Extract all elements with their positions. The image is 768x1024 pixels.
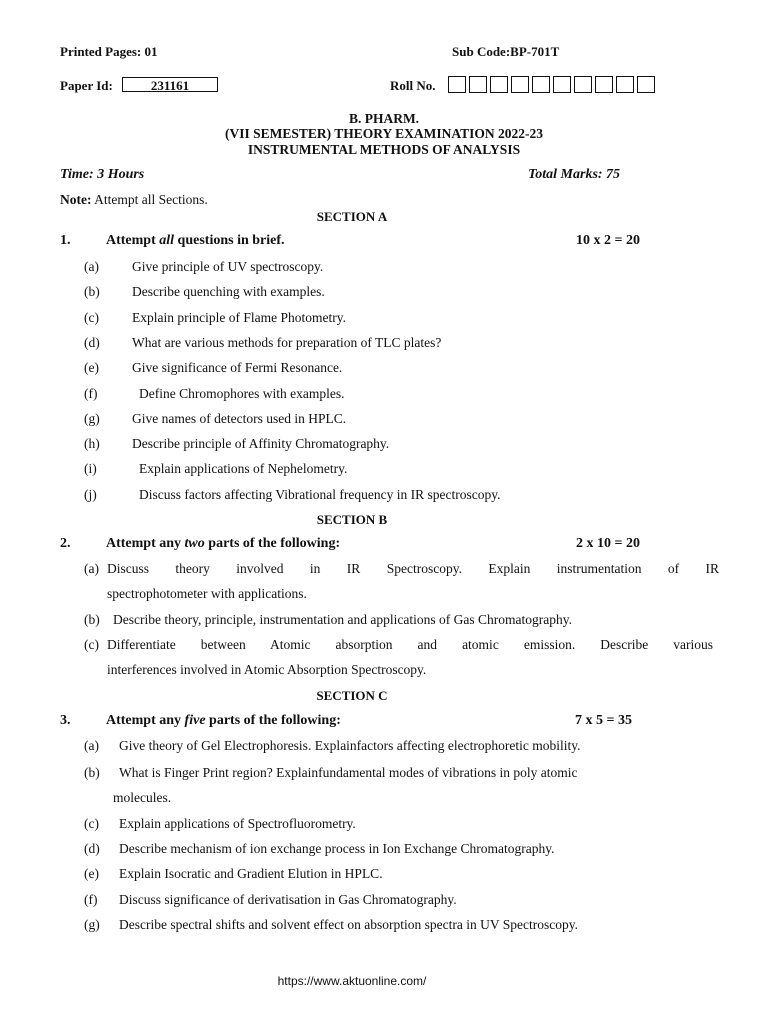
q2c-line2: interferences involved in Atomic Absorption Spectroscopy. — [107, 662, 427, 677]
roll-no-label: Roll No. — [390, 78, 436, 93]
q2c-label: (c) — [84, 637, 99, 652]
section-b-heading: SECTION B — [316, 512, 388, 527]
printed-pages: Printed Pages: 01 — [60, 44, 158, 59]
q2b-label: (b) — [84, 612, 100, 627]
q1-item-label: (f) — [84, 385, 98, 401]
q2c-line1: Differentiate between Atomic absorption and atomic emission. Describe various — [107, 637, 713, 652]
q2a-line2: spectrophotometer with applications. — [107, 586, 307, 601]
q1-item-text: Describe quenching with examples. — [132, 284, 325, 300]
q1-item-label: (i) — [84, 461, 97, 477]
q1-item-label: (h) — [84, 436, 100, 452]
q3-marks: 7 x 5 = 35 — [575, 713, 632, 728]
footer-url[interactable]: https://www.aktuonline.com/ — [277, 974, 427, 988]
paper-id-label: Paper Id: — [60, 78, 113, 93]
q3g-text: Describe spectral shifts and solvent effect on absorption spectra in UV Spectroscopy. — [119, 917, 578, 932]
q3-number: 3. — [60, 713, 71, 728]
q1-item-label: (e) — [84, 360, 99, 376]
q2b-line1: Describe theory, principle, instrumentation and applications of Gas Chromatography. — [113, 612, 572, 627]
q3d-text: Describe mechanism of ion exchange process in Ion Exchange Chromatography. — [119, 841, 555, 856]
total-marks: Total Marks: 75 — [528, 167, 621, 182]
roll-number-cell[interactable] — [637, 76, 655, 93]
q1-item-text: Discuss factors affecting Vibrational frequency in IR spectroscopy. — [139, 486, 501, 502]
q1-marks: 10 x 2 = 20 — [576, 233, 640, 248]
q1-number: 1. — [60, 233, 71, 248]
q1-item-label: (b) — [84, 284, 100, 300]
q3f-label: (f) — [84, 892, 98, 907]
note — [60, 192, 208, 208]
q2a-label: (a) — [84, 561, 99, 576]
q2-number: 2. — [60, 536, 71, 551]
q3-instruction: Attempt any five parts of the following: — [106, 713, 341, 728]
roll-number-cell[interactable] — [448, 76, 466, 93]
q3b-line2: molecules. — [113, 790, 172, 805]
q3e-label: (e) — [84, 866, 99, 881]
q2-instruction: Attempt any two parts of the following: — [106, 536, 341, 551]
q3b-label: (b) — [84, 765, 100, 780]
q3f-text: Discuss significance of derivatisation in Gas Chromatography. — [119, 892, 457, 907]
q2-marks: 2 x 10 = 20 — [576, 536, 640, 551]
section-a-heading: SECTION A — [316, 209, 388, 224]
program-title: B. PHARM. — [348, 111, 420, 126]
time-label: Time: 3 Hours — [60, 167, 145, 182]
q1-item-text: Give principle of UV spectroscopy. — [132, 259, 324, 274]
paper-id-value: 231161 — [150, 78, 190, 93]
q1-instruction: Attempt all questions in brief. — [106, 233, 285, 248]
q3d-label: (d) — [84, 841, 100, 856]
q3b-line1: What is Finger Print region? Explainfundamental modes of vibrations in poly atomic — [119, 765, 578, 780]
subject-title: INSTRUMENTAL METHODS OF ANALYSIS — [247, 142, 521, 157]
q1-item-text: Explain principle of Flame Photometry. — [132, 309, 346, 325]
q1-item-label: (d) — [84, 334, 100, 350]
q1-item-text: Describe principle of Affinity Chromatography. — [132, 436, 390, 452]
q3e-text: Explain Isocratic and Gradient Elution in HPLC. — [119, 866, 383, 881]
q1-item-label: (j) — [84, 486, 97, 502]
section-c-heading: SECTION C — [316, 688, 388, 703]
q1-item-label: (g) — [84, 410, 100, 426]
q1-item-text: What are various methods for preparation of TLC plates? — [132, 334, 442, 350]
roll-number-cell[interactable] — [595, 76, 613, 93]
q3a-label: (a) — [84, 738, 99, 753]
note-label: Note: — [60, 192, 92, 207]
q1-item-text: Give names of detectors used in HPLC. — [132, 410, 347, 426]
q3a-text: Give theory of Gel Electrophoresis. Explainfactors affecting electrophoretic mobility. — [119, 738, 581, 753]
sub-code: Sub Code:BP-701T — [452, 44, 560, 59]
roll-number-cell[interactable] — [490, 76, 508, 93]
roll-number-cell[interactable] — [469, 76, 487, 93]
q2a-line1: Discuss theory involved in IR Spectroscopy. Explain instrumentation of IR — [107, 561, 719, 576]
q1-item-text: Give significance of Fermi Resonance. — [132, 360, 343, 376]
roll-number-cell[interactable] — [511, 76, 529, 93]
q1-item-text: Define Chromophores with examples. — [139, 385, 345, 401]
roll-number-cell[interactable] — [532, 76, 550, 93]
q1-item-text: Explain applications of Nephelometry. — [139, 461, 348, 477]
q3c-label: (c) — [84, 816, 99, 831]
q1-item-label: (a) — [84, 259, 99, 274]
q1-item-label: (c) — [84, 309, 99, 325]
roll-number-cell[interactable] — [553, 76, 571, 93]
note-text: Attempt all Sections. — [94, 192, 208, 207]
q3c-text: Explain applications of Spectrofluorometry. — [119, 816, 356, 831]
q3g-label: (g) — [84, 917, 100, 932]
exam-title: (VII SEMESTER) THEORY EXAMINATION 2022-23 — [224, 126, 544, 141]
roll-number-cell[interactable] — [574, 76, 592, 93]
roll-number-cell[interactable] — [616, 76, 634, 93]
